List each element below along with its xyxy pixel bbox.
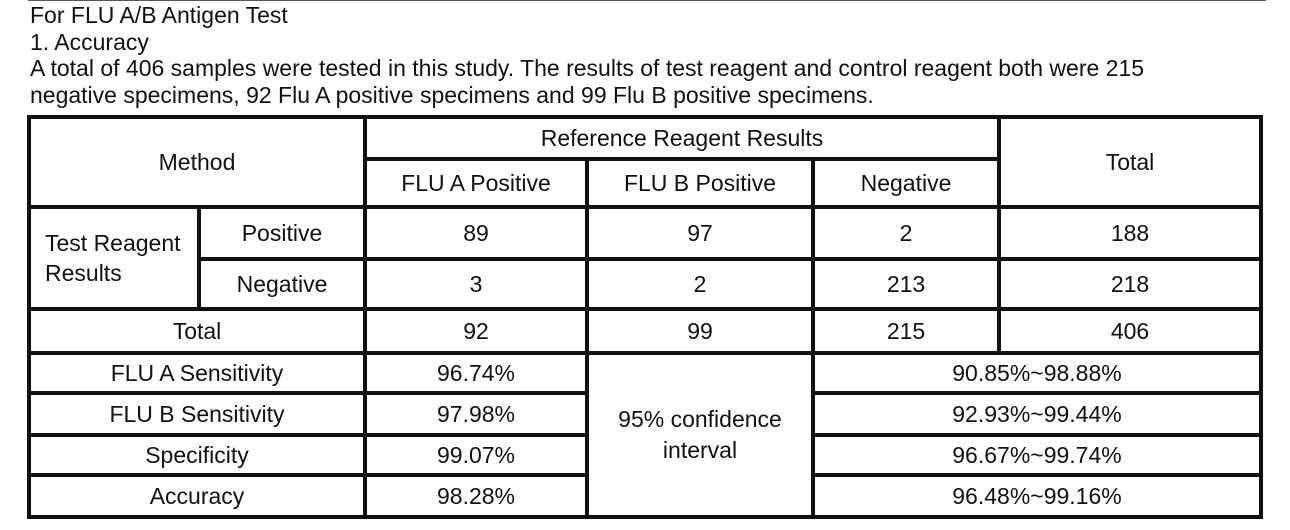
row-label-positive: Positive [199, 207, 365, 259]
stat-row [29, 353, 1261, 393]
paragraph-line-2: negative specimens, 92 Flu A positive specimens and 99 Flu B positive specimens. [30, 81, 874, 108]
cell-value: 218 [999, 259, 1261, 309]
cell-value: 3 [365, 259, 587, 309]
method-header: Method [29, 117, 365, 207]
accuracy-table [27, 115, 1263, 519]
ci-range: 96.67%~99.74% [813, 435, 1261, 475]
top-rule [28, 0, 1266, 1]
table-row [29, 207, 1261, 259]
totals-label: Total [29, 309, 365, 353]
stat-value: 98.28% [365, 475, 587, 517]
paragraph-line-1: A total of 406 samples were tested in this study. The results of test reagent and control reagent both were 215 [30, 55, 1145, 81]
stat-value: 99.07% [365, 435, 587, 475]
test-reagent-label: Test Reagent Results [29, 207, 199, 309]
section-heading: 1. Accuracy [30, 28, 149, 55]
stat-label: FLU A Sensitivity [29, 353, 365, 393]
stat-label: FLU B Sensitivity [29, 393, 365, 435]
ci-label: 95% confidence interval [587, 353, 813, 517]
intro-text [30, 2, 1270, 108]
header-row-1 [29, 117, 1261, 159]
cell-value: 99 [587, 309, 813, 353]
table-row [29, 259, 1261, 309]
total-header: Total [999, 117, 1261, 207]
col-header-flu-b: FLU B Positive [587, 159, 813, 207]
cell-value: 2 [813, 207, 999, 259]
reference-header: Reference Reagent Results [365, 117, 999, 159]
doc-title: For FLU A/B Antigen Test [30, 2, 288, 28]
cell-value: 2 [587, 259, 813, 309]
row-label-negative: Negative [199, 259, 365, 309]
stat-label: Specificity [29, 435, 365, 475]
cell-value: 92 [365, 309, 587, 353]
cell-value: 188 [999, 207, 1261, 259]
cell-value: 97 [587, 207, 813, 259]
cell-value: 215 [813, 309, 999, 353]
col-header-negative: Negative [813, 159, 999, 207]
stat-value: 96.74% [365, 353, 587, 393]
cell-value: 406 [999, 309, 1261, 353]
stat-value: 97.98% [365, 393, 587, 435]
stat-label: Accuracy [29, 475, 365, 517]
ci-range: 90.85%~98.88% [813, 353, 1261, 393]
ci-range: 96.48%~99.16% [813, 475, 1261, 517]
cell-value: 89 [365, 207, 587, 259]
totals-row [29, 309, 1261, 353]
ci-range: 92.93%~99.44% [813, 393, 1261, 435]
col-header-flu-a: FLU A Positive [365, 159, 587, 207]
cell-value: 213 [813, 259, 999, 309]
